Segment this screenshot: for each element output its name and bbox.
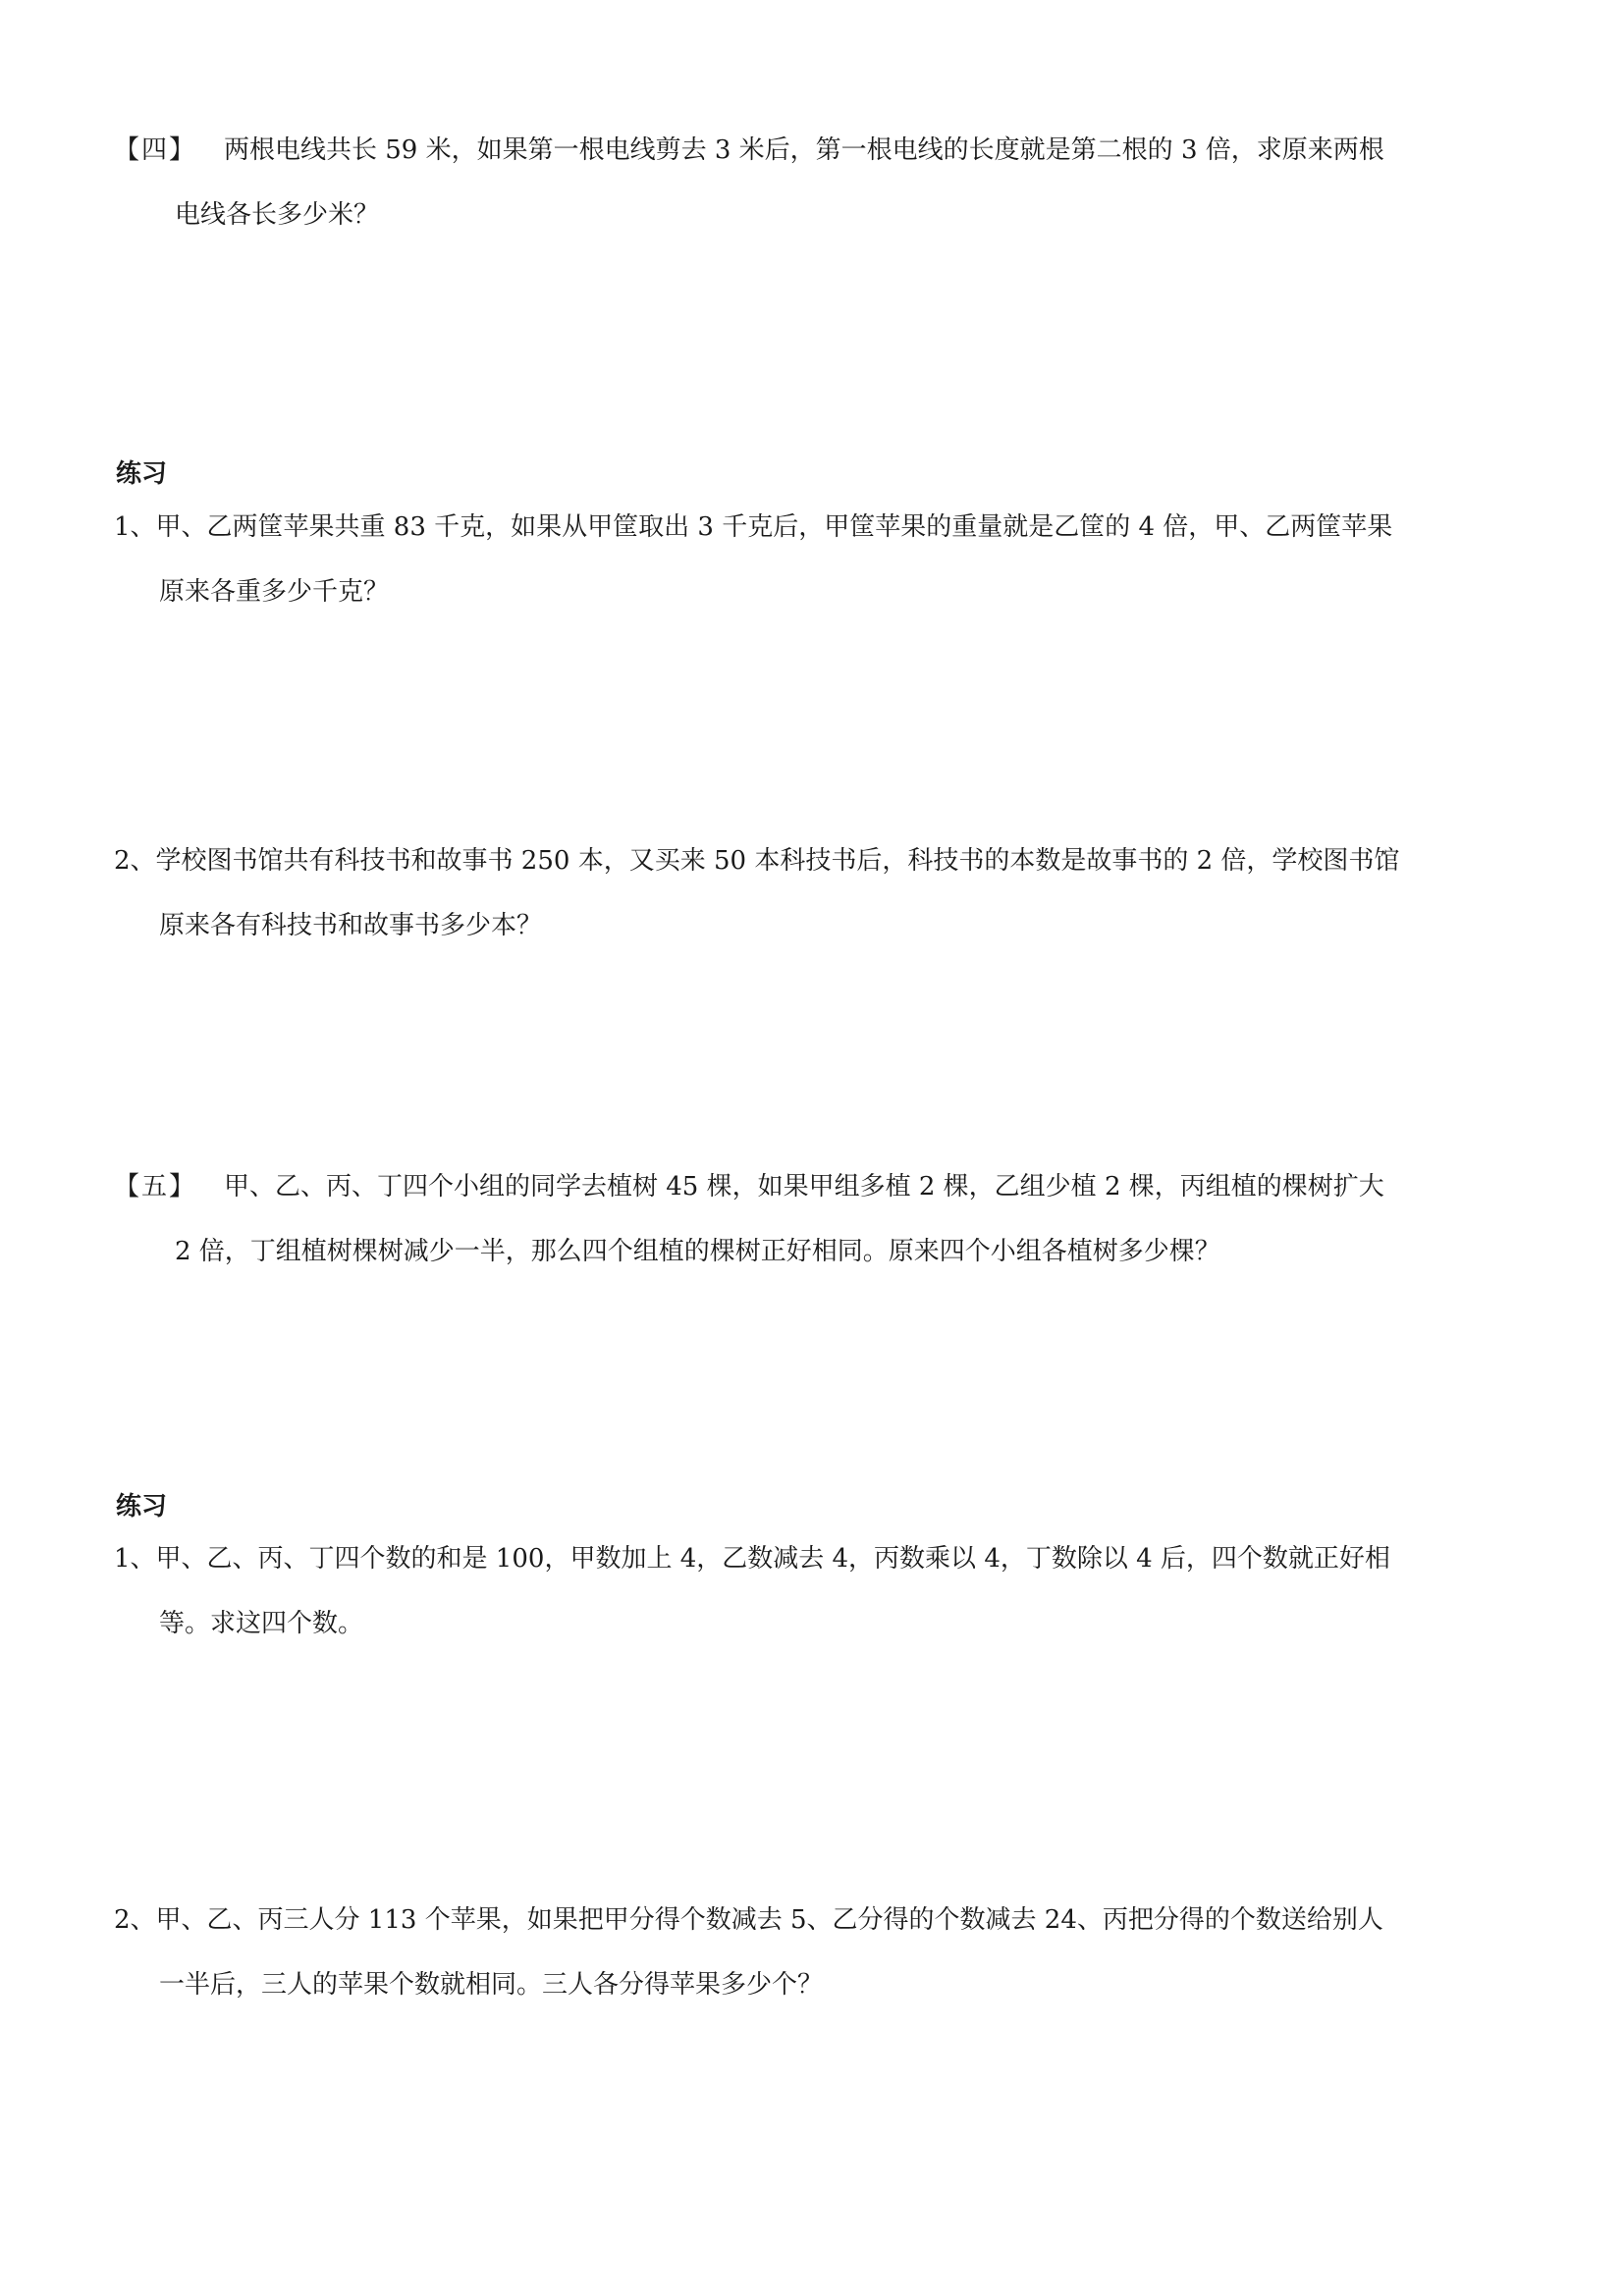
practice-1-q2-line-1 bbox=[114, 828, 1528, 893]
example-4-text-1: 两根电线共长 59 米，如果第一根电线剪去 3 米后，第一根电线的长度就是第二根的 3 倍，求原来两根 bbox=[224, 135, 1384, 165]
practice-1-q2-text-2: 原来各有科技书和故事书多少本？ bbox=[159, 911, 543, 940]
example-5-marker: 【五】 bbox=[114, 1172, 197, 1201]
practice-2-q2-number: 2、 bbox=[114, 1905, 156, 1935]
practice-1-q1-number: 1、 bbox=[114, 512, 156, 542]
practice-2-q1-number: 1、 bbox=[114, 1544, 156, 1574]
practice-1-question-2 bbox=[114, 828, 1528, 958]
practice-2-question-2 bbox=[114, 1888, 1528, 2017]
example-4-text-2: 电线各长多少米？ bbox=[175, 200, 380, 230]
practice-1-question-1 bbox=[114, 495, 1528, 624]
example-5-line-1 bbox=[114, 1154, 1528, 1219]
example-4-line-1 bbox=[114, 118, 1528, 183]
practice-1-q2-number: 2、 bbox=[114, 846, 156, 876]
practice-1-q1-line-1 bbox=[114, 495, 1528, 560]
practice-1-q1-text-1: 甲、乙两筐苹果共重 83 千克，如果从甲筐取出 3 千克后，甲筐苹果的重量就是乙筐的 4 倍，甲、乙两筐苹果 bbox=[155, 512, 1393, 542]
example-5-text-2: 2 倍，丁组植树棵树减少一半，那么四个组植的棵树正好相同。原来四个小组各植树多少棵？ bbox=[175, 1237, 1220, 1266]
practice-2-q2-text-1: 甲、乙、丙三人分 113 个苹果，如果把甲分得个数减去 5、乙分得的个数减去 24、丙把分得的个数送给别人 bbox=[155, 1905, 1383, 1935]
practice-2-q1-text-2: 等。求这四个数。 bbox=[159, 1609, 364, 1638]
practice-2-q2-text-2: 一半后，三人的苹果个数就相同。三人各分得苹果多少个？ bbox=[159, 1970, 824, 2000]
practice-1-q1-text-2: 原来各重多少千克？ bbox=[159, 577, 390, 607]
practice-2-question-1 bbox=[114, 1526, 1528, 1656]
example-4-marker: 【四】 bbox=[114, 135, 197, 165]
practice-2-q2-line-1 bbox=[114, 1888, 1528, 1952]
example-4-problem bbox=[114, 118, 1528, 247]
practice-2-q1-text-1: 甲、乙、丙、丁四个数的和是 100，甲数加上 4，乙数减去 4，丙数乘以 4，丁数除以 4 后，四个数就正好相 bbox=[155, 1544, 1390, 1574]
practice-1-q2-text-1: 学校图书馆共有科技书和故事书 250 本，又买来 50 本科技书后，科技书的本数是故事书的 2 倍，学校图书馆 bbox=[155, 846, 1400, 876]
example-5-text-1: 甲、乙、丙、丁四个小组的同学去植树 45 棵，如果甲组多植 2 棵，乙组少植 2 棵，丙组植的棵树扩大 bbox=[224, 1172, 1384, 1201]
practice-2-heading: 练习 bbox=[116, 1492, 168, 1522]
practice-2-q1-line-1 bbox=[114, 1526, 1528, 1591]
example-5-problem bbox=[114, 1154, 1528, 1284]
practice-1-heading: 练习 bbox=[116, 459, 168, 489]
